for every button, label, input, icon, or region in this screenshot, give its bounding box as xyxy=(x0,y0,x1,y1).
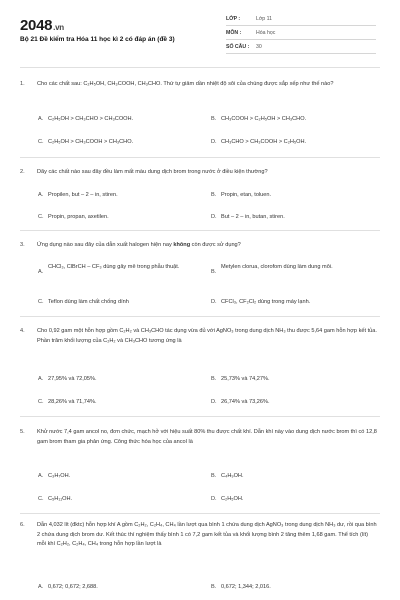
question-text: Cho các chất sau: C₂H₅OH, CH₃COOH, CH₃CHO. Thứ tự giảm dần nhiệt độ sôi của chúng được sắp xếp như thế nào? xyxy=(37,81,334,87)
option-text: C₅H₁₁OH. xyxy=(48,496,73,502)
logo-number: 2048 xyxy=(20,17,53,34)
question-text: Khử nước 7,4 gam ancol no, đơn chức, mạch hở với hiệu suất 80% thu được chất khí. Dẫn khí này vào dung dịch nước brom thì có 12,8 gam brom tham gia phản ứng. Công thức hóa học của ancol là xyxy=(37,429,377,445)
option-text: 28,26% và 71,74%. xyxy=(48,399,97,405)
divider xyxy=(20,67,380,68)
option-letter: C. xyxy=(38,299,44,305)
divider xyxy=(20,316,380,317)
option-letter: A. xyxy=(38,192,44,198)
option-text: C₄H₉OH. xyxy=(221,473,244,479)
option-letter: B. xyxy=(211,584,217,590)
meta-row-subject xyxy=(226,29,376,40)
option-text: C₂H₅OH > CH₃COOH > CH₃CHO. xyxy=(48,139,134,145)
option-text: Teflon dùng làm chất chống dính xyxy=(48,299,129,305)
option-letter: C. xyxy=(38,139,44,145)
question-number: 1. xyxy=(20,81,25,87)
option-text: 27,95% và 72,05%. xyxy=(48,376,97,382)
document-title: Bộ 21 Đề kiểm tra Hóa 11 học kì 2 có đáp án (đề 3) xyxy=(20,36,175,43)
option-letter: B. xyxy=(211,116,217,122)
option-text: Metylen clorua, clorofom dùng làm dung môi. xyxy=(221,264,333,270)
option-letter: C. xyxy=(38,399,44,405)
question-number: 5. xyxy=(20,429,25,435)
divider xyxy=(20,416,380,417)
meta-value: 30 xyxy=(256,44,262,50)
emphasis-not: không xyxy=(173,242,191,248)
meta-key: SỐ CÂU : xyxy=(226,44,250,50)
divider xyxy=(20,157,380,158)
question-text xyxy=(37,241,377,251)
option-text: Propin, etan, toluen. xyxy=(221,192,272,198)
option-text: But – 2 – in, butan, stiren. xyxy=(221,214,285,220)
option-letter: A. xyxy=(38,584,44,590)
meta-value: Hóa học xyxy=(256,30,276,36)
divider xyxy=(20,513,380,514)
question-text-start: Ứng dụng nào sau đây của dẫn xuất halogen hiện nay xyxy=(37,242,174,248)
option-text: 0,672; 1,344; 2,016. xyxy=(221,584,271,590)
question-text: Dãy các chất nào sau đây đều làm mất màu dung dịch brom trong nước ở điều kiện thường? xyxy=(37,169,268,175)
meta-value: Lớp 11 xyxy=(256,16,272,22)
option-letter: C. xyxy=(38,214,44,220)
option-letter: A. xyxy=(38,376,44,382)
option-text: Propin, propan, axetilen. xyxy=(48,214,109,220)
question-text-end: còn được sử dụng? xyxy=(190,242,241,248)
question-text: Dẫn 4,032 lít (đktc) hỗn hợp khí A gồm C₂H₂, C₂H₄, CH₄ lần lượt qua bình 1 chứa dung dịch AgNO₃ trong dung dịch NH₃ dư, rồi qua bình 2 chứa dung dịch brom dư. Kết thúc thí nghiệm thấy bình 1 có 7,2 gam kết tủa và khối lượng bình 2 tăng thêm 1,68 gam. Thể tích (lít) mỗi khí C₂H₂, C₂H₄, CH₄ trong hỗn hợp lần lượt là xyxy=(37,522,377,547)
option-text: CFCl₃, CF₂Cl₂ dùng trong máy lạnh. xyxy=(221,299,311,305)
option-letter: D. xyxy=(211,139,217,145)
option-letter: B. xyxy=(211,376,217,382)
option-text: 25,73% và 74,27%. xyxy=(221,376,270,382)
option-letter: B. xyxy=(211,192,217,198)
question-number: 2. xyxy=(20,169,25,175)
option-letter: D. xyxy=(211,399,217,405)
meta-row-class xyxy=(226,15,376,26)
option-text: CH₃CHO > CH₃COOH > C₂H₅OH. xyxy=(221,139,307,145)
site-logo[interactable] xyxy=(20,17,64,34)
question-number: 4. xyxy=(20,328,25,334)
divider xyxy=(20,230,380,231)
question-number: 3. xyxy=(20,242,25,248)
logo-suffix: .vn xyxy=(53,23,64,32)
option-text: C₂H₅OH > CH₃CHO > CH₃COOH. xyxy=(48,116,134,122)
option-letter: B. xyxy=(211,473,217,479)
question-number: 6. xyxy=(20,522,25,528)
option-text: 26,74% và 73,26%. xyxy=(221,399,270,405)
option-text: Propilen, but – 2 – in, stiren. xyxy=(48,192,118,198)
option-letter: D. xyxy=(211,496,217,502)
meta-key: MÔN : xyxy=(226,30,242,36)
option-letter: A. xyxy=(38,116,44,122)
option-text: 0,672; 0,672; 2,688. xyxy=(48,584,98,590)
option-letter: A. xyxy=(38,473,44,479)
option-text: C₃H₇OH. xyxy=(48,473,71,479)
option-text: C₂H₅OH. xyxy=(221,496,244,502)
option-letter: D. xyxy=(211,214,217,220)
option-letter: D. xyxy=(211,299,217,305)
option-text: CH₃COOH > C₂H₅OH > CH₃CHO. xyxy=(221,116,307,122)
option-letter: B. xyxy=(211,269,217,275)
option-text: CHCl₃, ClBrCH – CF₃ dùng gây mê trong phẫu thuật. xyxy=(48,264,180,270)
question-text: Cho 0,92 gam một hỗn hợp gồm C₂H₂ và CH₃CHO tác dụng vừa đủ với AgNO₃ trong dung dịch NH₃ thu được 5,64 gam hỗn hợp kết tủa. Phần trăm khối lượng của C₂H₂ và CH₃CHO tương ứng là xyxy=(37,328,377,344)
meta-row-count xyxy=(226,43,376,54)
meta-key: LỚP : xyxy=(226,16,241,22)
option-letter: C. xyxy=(38,496,44,502)
option-letter: A. xyxy=(38,269,44,275)
